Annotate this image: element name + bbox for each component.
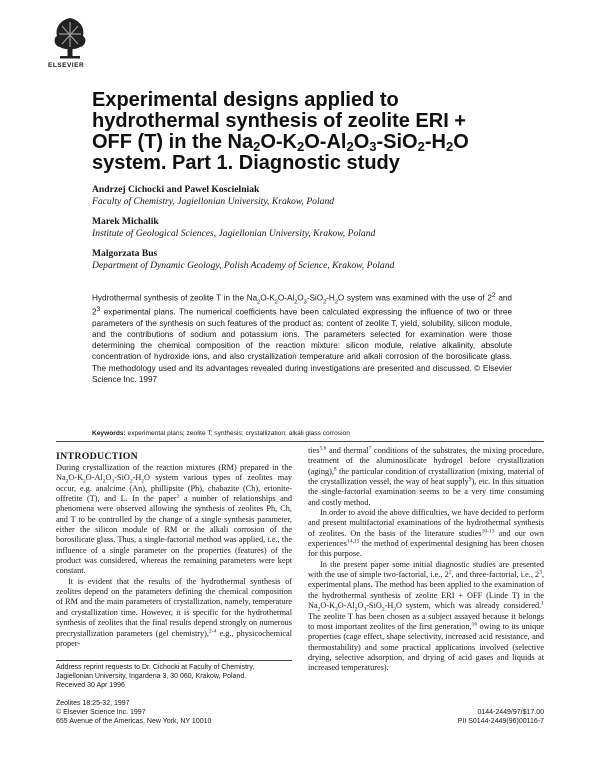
footnote [56,663,292,690]
title-line-4: system. Part 1. Diagnostic study [92,152,400,174]
publisher-name: ELSEVIER [48,62,85,69]
left-column [56,463,292,649]
title-line-1: Experimental designs applied to [92,89,399,111]
footnote-divider [56,660,292,661]
correspondence-note: Address reprint requests to Dr. Cichocki at Faculty of Chemistry, Jagiellonian University, Ingardena 3, 30 060, Krakow, Poland. [56,664,255,680]
article-title [92,90,532,174]
author-list [92,184,512,280]
section-heading: INTRODUCTION [56,451,138,462]
author-group-1 [92,184,512,208]
elsevier-tree-logo [50,14,90,62]
author-affiliation: Faculty of Chemistry, Jagiellonian University, Krakow, Poland [92,196,335,207]
author-affiliation: Department of Dynamic Geology, Polish Academy of Science, Krakow, Poland [92,260,395,271]
copyright-note: © Elsevier Science Inc. 1997 [92,363,512,384]
title-line-3: OFF (T) in the $Na_2O-K_2O-Al_2O_3-SiO_2-H_2O$ [92,131,469,154]
paragraph: It is evident that the results of the hydrothermal synthesis of zeolites depend on the parameters defining the chemical composition of RM and the main parameters of crystallization, namely, temperature and crystallization time. However, it is specific for the hydrothermal synthesis of zeolites that the final results depend strongly on numerous precrystallization parameters (gel chemistry),$^{2-4}$ e.g., physicochemical proper- [56,576,292,648]
received-date: Received 30 Apr 1996 [56,682,125,689]
author-group-3 [92,248,512,272]
issn-code: 0144-2449/97/$17.00 [477,709,544,716]
author-group-2 [92,216,512,240]
article-codes [404,708,544,726]
author-name: Malgorzata Bus [92,248,158,259]
paragraph: ties$^{5,6}$ and thermal$^7$ conditions of the substrates, the mixing procedure, treatment of the aluminosilicate hydrogel before crystallization (aging),$^8$ the particular condition of crystallization (mixing, material of the crystallization vessel, the way of heat supply$^9$), etc. In this situation the single-factorial examination seems to be a very time consuming and costly method. [308,445,545,507]
abstract: Hydrothermal synthesis of zeolite T in the $Na_2O-K_2O-Al_2O_3-SiO_2-H_2O$ system was examined with the use of $2^2$ and $2^3$ experimental plans. The numerical coefficients have been calculated expressing the influence of two or three parameters of the synthesis on such features of the product as: content of zeolite T, yield, solubility, silicon module, and the contributions of sodium and potassium ions. The parameters selected for examination were those determining the chemical composition of the reaction mixture: silicon module, relative alkalinity, absolute concentration of hydroxide ions, and also crystallization temperature and alkali corrosion of the borosilicate glass. The methodology used and its advantages revealed during investigations are presented and discussed. © Elsevier Science Inc. 1997 [92,292,512,384]
paragraph: In order to avoid the above difficulties, we have decided to perform and present multifactorial examinations of the hydrothermal synthesis of zeolites. On the basis of the literature studies$^{10-13}$ and our own experiences$^{14,15}$ the method of experimental designing has been chosen for this purpose. [308,508,545,559]
author-name: Andrzej Cichocki and Pawel Koscielniak [92,184,260,195]
author-name: Marek Michalik [92,216,159,227]
divider [56,441,544,442]
journal-imprint [56,699,211,726]
title-line-2: hydrothermal synthesis of zeolite ERI + [92,110,466,132]
paragraph: In the present paper some initial diagnostic studies are presented with the use of simple two-factorial, i.e., $2^2$, and three-factorial, i.e., $2^3$, experimental plans. The method has been applied to the examination of the hydrothermal synthesis of zeolite ERI + OFF (Linde T) in the $Na_2O-K_2O-Al_2O_3-SiO_2-H_2O$ system, which was already considered.$^1$ The zeolite T has been chosen as a subject assayed because it belongs to most important zeolites of the first generation,$^{16}$ owing to its unique properties (cage effect, shape selectivity, increased acid resistance, and thermostability) and some practical applications involved (selective drying, selective adsorption, and drying of acid gases and liquids at increased temperatures). [308,559,544,673]
journal-citation: Zeolites 18:25-32, 1997 [56,700,130,707]
imprint-address: 655 Avenue of the Americas, New York, NY 10010 [56,718,212,725]
paragraph: During crystallization of the reaction mixtures (RM) prepared in the $Na_2O-K_2O-Al_2O_3-SiO_2-H_2O$ system various types of zeolites may occur, e.g. analcime (An), phillipsite (Ph), chabazite (Ch), erionite-offretite (T), and L. In the paper$^1$ a number of relationships and phenomena were observed allowing the synthesis of zeolites Ph, Ch, and T to be controlled by the change of a single synthesis parameter, either the silicon module of RM or the alkali corrosion of the borosilicate glass. Thus, a single-factorial method was applied, i.e., the influence of a single parameter on the properties (features) of the product was considered, whereas the remaining parameters were kept constant. [56,463,292,576]
keywords: Keywords: experimental plans; zeolite T; synthesis; crystallization; alkali glass corrosion [92,430,350,437]
author-affiliation: Institute of Geological Sciences, Jagiellonian University, Krakow, Poland [92,228,376,239]
imprint-publisher: © Elsevier Science Inc. 1997 [56,709,146,716]
pii-code: PII S0144-2449(96)00116-7 [457,718,544,725]
right-column [308,446,544,674]
